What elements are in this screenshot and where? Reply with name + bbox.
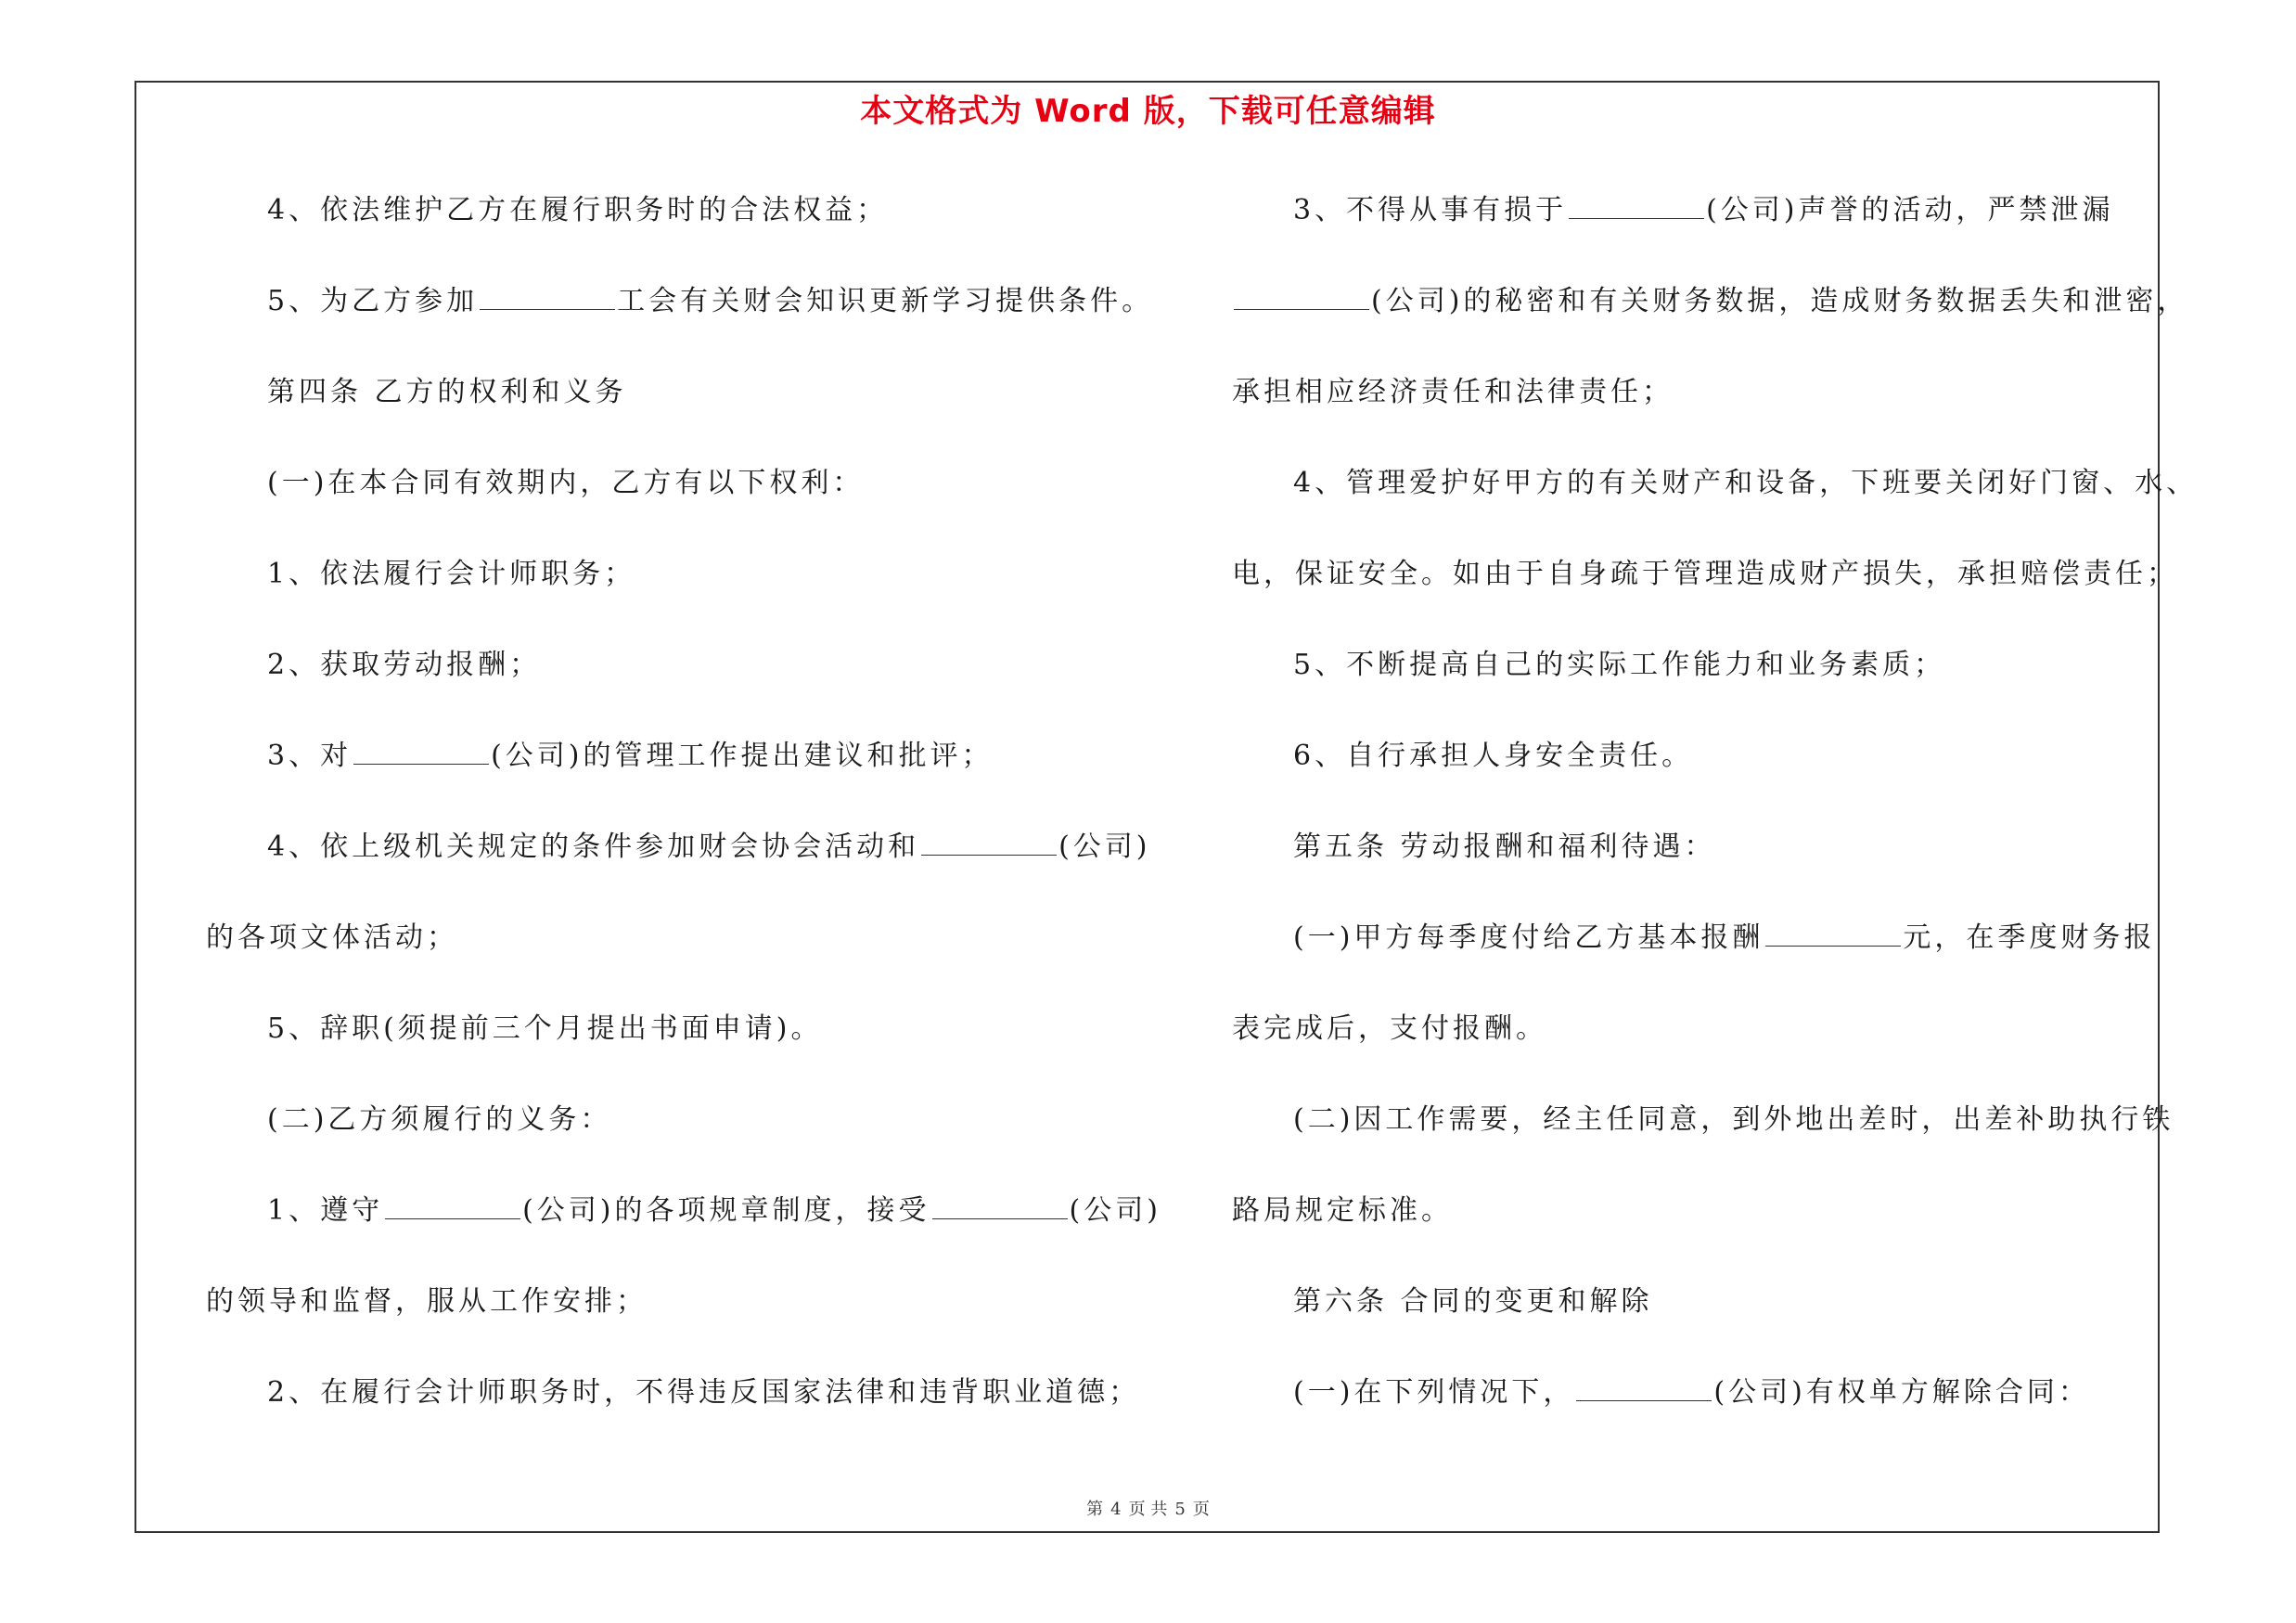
line-text: 第四条 乙方的权利和义务 [267, 376, 627, 408]
line-text: 1、依法履行会计师职务； [267, 558, 636, 590]
text-line [1232, 1363, 2167, 1454]
left-text-column [206, 181, 1161, 1454]
fill-in-blank[interactable] [1576, 1371, 1712, 1401]
total-page-number: 5 [1174, 1500, 1186, 1519]
line-text: 的领导和监督，服从工作安排； [206, 1285, 648, 1318]
line-text: (一)在下列情况下， [1293, 1376, 1575, 1409]
text-line [1232, 818, 2167, 908]
line-text: (公司)声誉的活动，严禁泄漏 [1706, 194, 2114, 226]
current-page-number: 4 [1110, 1500, 1122, 1519]
fill-in-blank[interactable] [932, 1189, 1068, 1219]
text-line [1232, 545, 2178, 636]
fill-in-blank[interactable] [1569, 188, 1704, 219]
line-text: (一)在本合同有效期内，乙方有以下权利： [267, 467, 865, 499]
line-text: (二)乙方须履行的义务： [267, 1103, 612, 1136]
line-text: 4、依上级机关规定的条件参加财会协会活动和 [267, 831, 920, 863]
line-text: 第五条 劳动报酬和福利待遇： [1293, 831, 1716, 863]
line-text: (公司)的各项规章制度，接受 [522, 1194, 930, 1227]
text-line [206, 999, 1152, 1090]
line-text: (一)甲方每季度付给乙方基本报酬 [1293, 921, 1764, 954]
text-line [1232, 181, 2167, 272]
footer-suffix: 页 [1192, 1500, 1210, 1519]
line-text: (公司)的管理工作提出建议和批评； [491, 740, 994, 772]
line-text: 3、对 [267, 740, 353, 772]
line-text: 5、为乙方参加 [267, 285, 479, 317]
text-line [1232, 454, 2199, 545]
line-text: 路局规定标准。 [1232, 1194, 1453, 1227]
line-text: 3、不得从事有损于 [1293, 194, 1568, 226]
fill-in-blank[interactable] [1234, 279, 1369, 310]
text-line [206, 363, 1152, 454]
line-text: (公司) [1069, 1194, 1161, 1227]
line-text: 5、不断提高自己的实际工作能力和业务素质； [1293, 649, 1946, 681]
line-text: 6、自行承担人身安全责任。 [1293, 740, 1694, 772]
text-line [206, 1272, 1152, 1363]
text-line [1232, 1181, 2167, 1272]
text-line [1232, 727, 2167, 818]
line-text: 2、在履行会计师职务时，不得违反国家法律和违背职业道德； [267, 1376, 1141, 1409]
line-text: (公司)有权单方解除合同： [1713, 1376, 2090, 1409]
line-text: 电，保证安全。如由于自身疏于管理造成财产损失，承担赔偿责任； [1232, 558, 2178, 590]
text-line [206, 1363, 1152, 1454]
fill-in-blank[interactable] [921, 825, 1057, 856]
line-text: 4、管理爱护好甲方的有关财产和设备，下班要关闭好门窗、水、 [1293, 467, 2199, 499]
text-line [1232, 1272, 2167, 1363]
line-text: (公司)的秘密和有关财务数据，造成财务数据丢失和泄密， [1371, 285, 2189, 317]
line-text: 1、遵守 [267, 1194, 384, 1227]
text-line [1232, 1090, 2174, 1181]
line-text: 4、依法维护乙方在履行职务时的合法权益； [267, 194, 889, 226]
footer-prefix: 第 [1086, 1500, 1104, 1519]
line-text: (公司) [1058, 831, 1151, 863]
fill-in-blank[interactable] [353, 734, 489, 765]
text-line [206, 727, 1152, 818]
text-line [206, 272, 1152, 363]
text-line [206, 545, 1152, 636]
text-line [206, 908, 1152, 999]
line-text: (二)因工作需要，经主任同意，到外地出差时，出差补助执行铁 [1293, 1103, 2174, 1136]
text-line [206, 636, 1152, 727]
text-line [206, 181, 1152, 272]
text-line [206, 454, 1152, 545]
text-line [1232, 636, 2167, 727]
line-text: 表完成后，支付报酬。 [1232, 1012, 1547, 1045]
line-text: 2、获取劳动报酬； [267, 649, 542, 681]
line-text: 第六条 合同的变更和解除 [1293, 1285, 1653, 1318]
page-footer [0, 1496, 2296, 1520]
text-line [206, 818, 1152, 908]
fill-in-blank[interactable] [1765, 916, 1901, 947]
footer-mid: 页 共 [1128, 1500, 1168, 1519]
right-text-column [1232, 181, 2199, 1454]
fill-in-blank[interactable] [480, 279, 615, 310]
line-text: 承担相应经济责任和法律责任； [1232, 376, 1674, 408]
line-text: 的各项文体活动； [206, 921, 458, 954]
line-text: 5、辞职(须提前三个月提出书面申请)。 [267, 1012, 823, 1045]
text-line [206, 1090, 1152, 1181]
text-line [1232, 908, 2167, 999]
format-banner: 本文格式为 Word 版，下载可任意编辑 [860, 93, 1436, 130]
text-line [1232, 999, 2167, 1090]
text-line [1232, 363, 2167, 454]
text-line [1232, 272, 2189, 363]
line-text: 元，在季度财务报 [1903, 921, 2156, 954]
text-line [206, 1181, 1161, 1272]
fill-in-blank[interactable] [385, 1189, 520, 1219]
line-text: 工会有关财会知识更新学习提供条件。 [617, 285, 1154, 317]
